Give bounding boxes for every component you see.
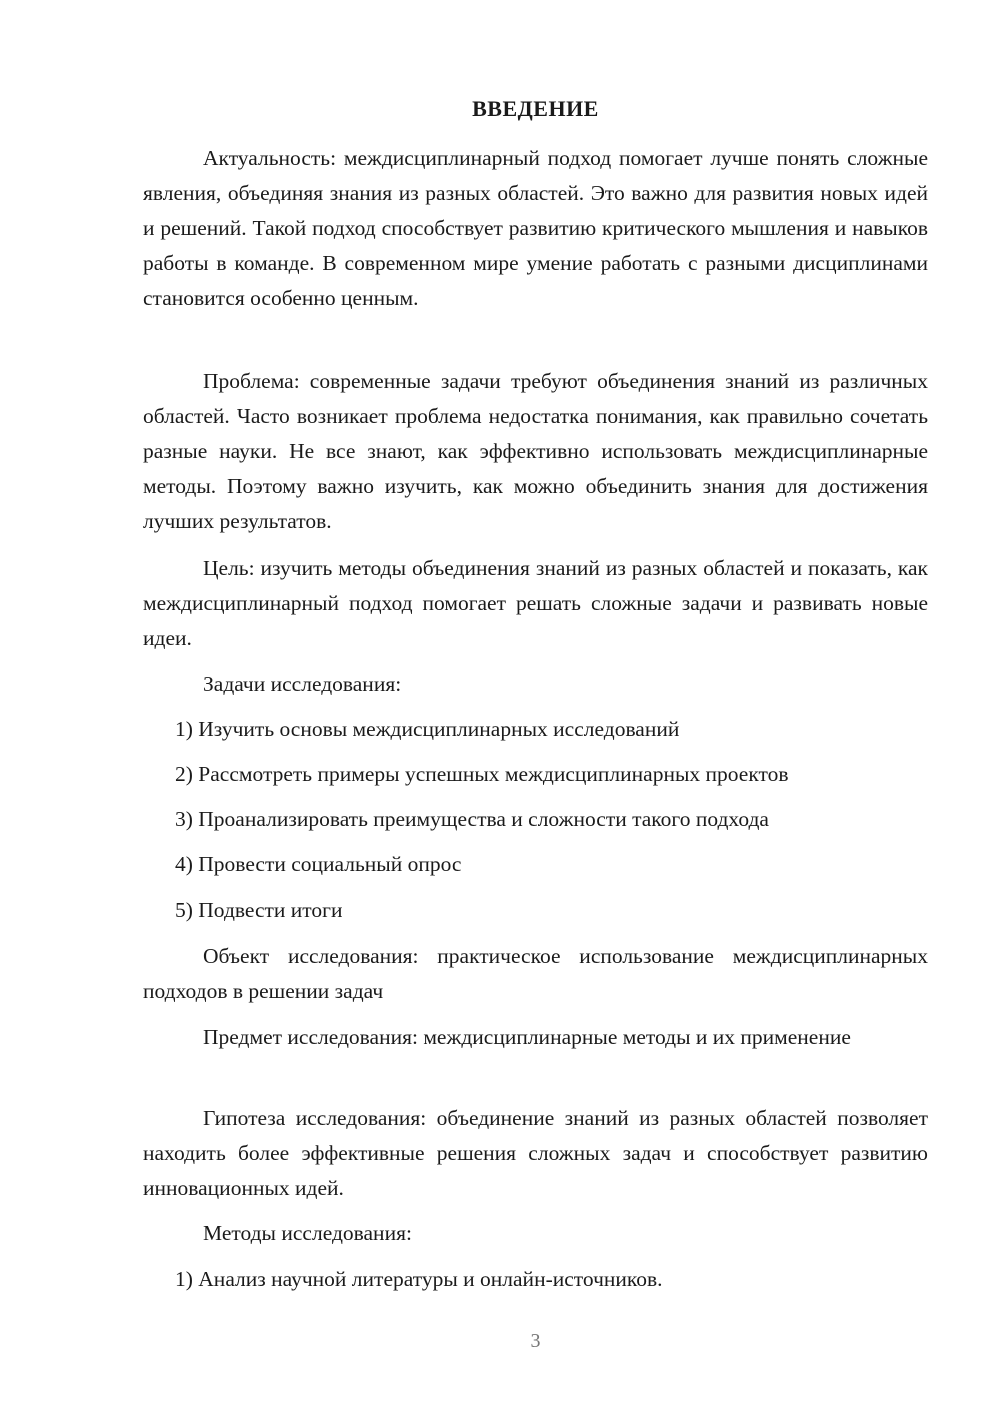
document-page [143,0,928,1414]
task-item-4: 4) Провести социальный опрос [175,852,462,876]
task-item-2: 2) Рассмотреть примеры успешных междисциплинарных проектов [175,762,789,786]
hypothesis-paragraph: Гипотеза исследования: объединение знаний из разных областей позволяет находить более эффективные решения сложных задач и способствует развитию инновационных идей. [143,1106,928,1200]
methods-title: Методы исследования: [203,1221,412,1245]
goal-paragraph: Цель: изучить методы объединения знаний из разных областей и показать, как междисциплинарный подход помогает решать сложные задачи и развивать новые идеи. [143,556,928,650]
problem-paragraph: Проблема: современные задачи требуют объединения знаний из различных областей. Часто возникает проблема недостатка понимания, как правильно сочетать разные науки. Не все знают, как эффективно использовать междисциплинарные методы. Поэтому важно изучить, как можно объединить знания для достижения лучших результатов. [143,369,928,533]
object-paragraph: Объект исследования: практическое использование междисциплинарных подходов в решении задач [143,944,928,1003]
task-item-3: 3) Проанализировать преимущества и сложности такого подхода [175,807,769,831]
task-item-5: 5) Подвести итоги [175,898,343,922]
page-number: 3 [530,1330,541,1352]
subject-paragraph: Предмет исследования: междисциплинарные методы и их применение [203,1025,851,1049]
method-item-1: 1) Анализ научной литературы и онлайн-источников. [175,1267,663,1291]
tasks-title: Задачи исследования: [203,672,402,696]
relevance-paragraph: Актуальность: междисциплинарный подход помогает лучше понять сложные явления, объединяя знания из разных областей. Это важно для развития новых идей и решений. Такой подход способствует развитию критического мышления и навыков работы в команде. В современном мире умение работать с разными дисциплинами становится особенно ценным. [143,146,928,310]
section-heading: ВВЕДЕНИЕ [472,96,599,121]
task-item-1: 1) Изучить основы междисциплинарных исследований [175,717,680,741]
